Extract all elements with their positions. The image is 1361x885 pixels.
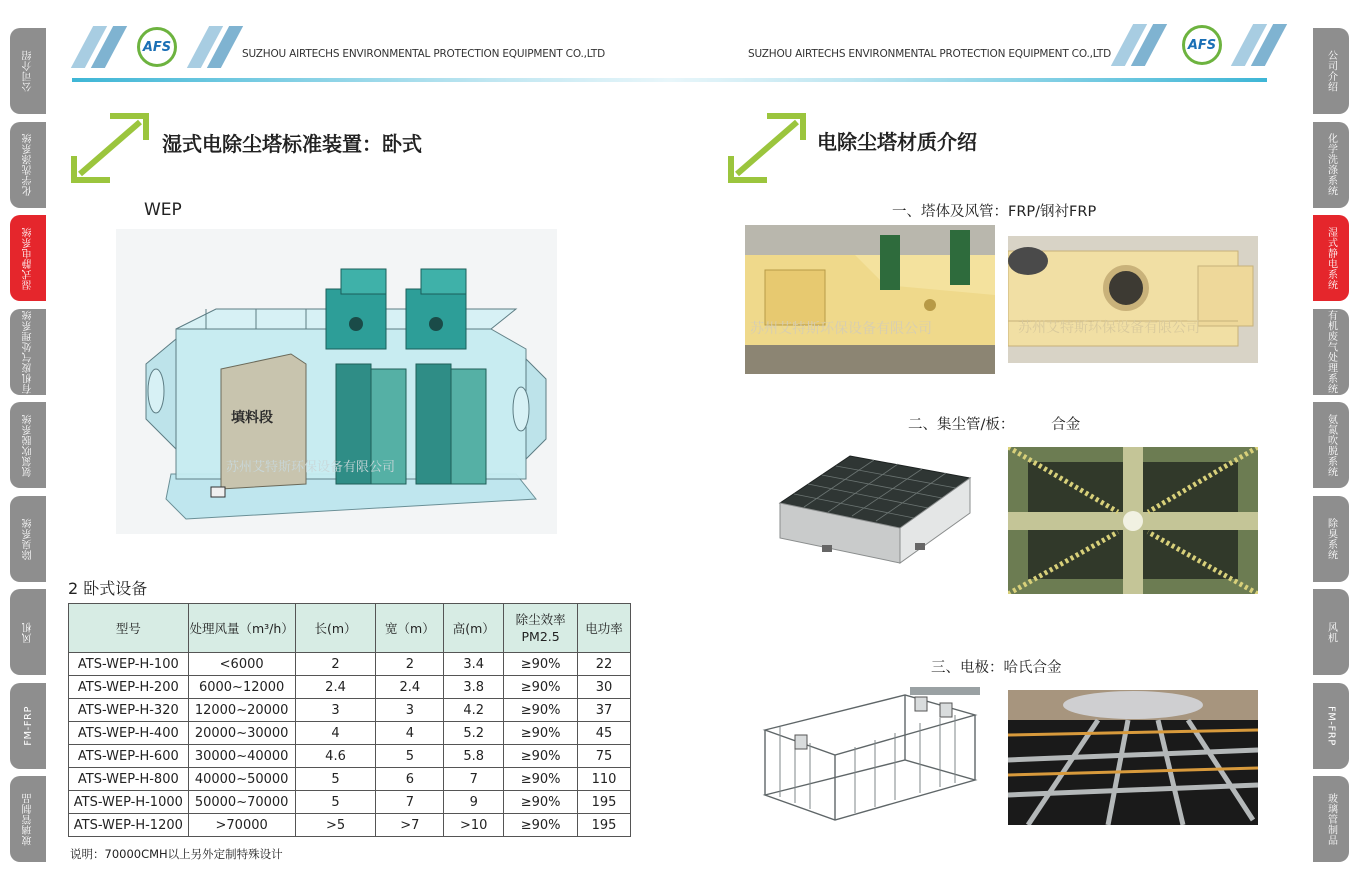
table-cell: 50000~70000 [188, 791, 295, 814]
table-cell: ATS-WEP-H-800 [69, 768, 189, 791]
table-row [69, 768, 631, 791]
table-cell: 3.8 [444, 676, 504, 699]
table-cell: 3 [376, 699, 444, 722]
packing-section-label: 填料段 [231, 410, 273, 426]
right-side-tabs [1313, 28, 1349, 878]
specification-table [68, 603, 631, 837]
tab-label: FM-FRP [1325, 705, 1337, 746]
left-tab[interactable] [10, 683, 46, 769]
table-cell: ≥90% [504, 745, 578, 768]
company-name-left: SUZHOU AIRTECHS ENVIRONMENTAL PROTECTION EQUIPMENT CO.,LTD [242, 48, 606, 60]
tab-label: 风机 [22, 621, 34, 643]
right-tab[interactable] [1313, 402, 1349, 488]
table-cell: ≥90% [504, 722, 578, 745]
table-cell: 195 [578, 791, 631, 814]
photo-watermark: 苏州艾特斯环保设备有限公司 [1018, 320, 1200, 336]
frp-duct-photo [1008, 236, 1258, 363]
table-cell: 75 [578, 745, 631, 768]
table-cell: <6000 [188, 653, 295, 676]
table-cell: 5 [295, 768, 376, 791]
table-cell: 12000~20000 [188, 699, 295, 722]
right-tab[interactable] [1313, 309, 1349, 395]
table-cell: 40000~50000 [188, 768, 295, 791]
table-row [69, 653, 631, 676]
table-cell: ATS-WEP-H-1200 [69, 814, 189, 837]
left-page-title: 湿式电除尘塔标准装置：卧式 [162, 132, 422, 156]
tab-label: 化学洗涤系统 [22, 133, 34, 196]
table-header-cell: 型号 [69, 604, 189, 653]
table-cell: 7 [444, 768, 504, 791]
tab-label: 除臭系统 [1325, 517, 1337, 560]
tab-label: 氨氮吹脱系统 [22, 413, 34, 477]
table-header-cell: 电功率 [578, 604, 631, 653]
table-cell: ATS-WEP-H-100 [69, 653, 189, 676]
table-cell: ≥90% [504, 791, 578, 814]
left-side-tabs [10, 28, 46, 878]
table-cell: 30000~40000 [188, 745, 295, 768]
right-tab[interactable] [1313, 683, 1349, 769]
table-cell: 110 [578, 768, 631, 791]
table-cell: 3.4 [444, 653, 504, 676]
table-cell: 9 [444, 791, 504, 814]
table-cell: 4.2 [444, 699, 504, 722]
tab-label: 除臭系统 [22, 517, 34, 560]
table-header-cell: 长(m） [295, 604, 376, 653]
diagram-watermark: 苏州艾特斯环保设备有限公司 [226, 460, 396, 475]
left-tab[interactable] [10, 215, 46, 301]
tab-label: 公司介绍 [22, 50, 34, 92]
right-tab[interactable] [1313, 122, 1349, 208]
table-row [69, 745, 631, 768]
table-row [69, 722, 631, 745]
tab-label: FM-FRP [22, 705, 34, 746]
header-rule [72, 78, 1267, 82]
table-header-row [69, 604, 631, 653]
table-cell: ≥90% [504, 699, 578, 722]
electrode-installed-photo [1008, 690, 1258, 825]
table-cell: 5 [295, 791, 376, 814]
table-header-cell: 处理风量（m³/h） [188, 604, 295, 653]
logo-text: AFS [1187, 37, 1217, 53]
left-tab[interactable] [10, 589, 46, 675]
table-cell: 22 [578, 653, 631, 676]
table-cell: ATS-WEP-H-600 [69, 745, 189, 768]
electrode-frame-illustration [755, 685, 985, 830]
table-cell: 20000~30000 [188, 722, 295, 745]
collector-tube-photo [1008, 447, 1258, 594]
material-item-1: 一、塔体及风管：FRP/钢衬FRP [892, 204, 1097, 220]
table-cell: 195 [578, 814, 631, 837]
table-cell: ATS-WEP-H-200 [69, 676, 189, 699]
tab-label: 氨氮吹脱系统 [1325, 413, 1337, 477]
table-cell: >5 [295, 814, 376, 837]
left-tab[interactable] [10, 402, 46, 488]
table-cell: ATS-WEP-H-320 [69, 699, 189, 722]
material-item-2: 二、集尘管/板： 合金 [908, 417, 1081, 433]
table-cell: 30 [578, 676, 631, 699]
table-title: 2 卧式设备 [68, 579, 148, 598]
photo-watermark: 苏州艾特斯环保设备有限公司 [750, 321, 932, 337]
right-tab[interactable] [1313, 589, 1349, 675]
table-cell: 37 [578, 699, 631, 722]
table-cell: 5.8 [444, 745, 504, 768]
tab-label: 湿式静电系统 [1325, 226, 1337, 290]
tab-label: 玻璃管制品 [22, 792, 34, 846]
left-tab[interactable] [10, 28, 46, 114]
table-cell: 2 [376, 653, 444, 676]
right-tab[interactable] [1313, 496, 1349, 582]
table-cell: 4 [295, 722, 376, 745]
table-cell: 6000~12000 [188, 676, 295, 699]
table-cell: 2.4 [295, 676, 376, 699]
material-item-3: 三、电极：哈氏合金 [931, 660, 1062, 676]
table-cell: 2.4 [376, 676, 444, 699]
double-arrow-icon [727, 112, 807, 184]
tab-label: 玻璃管制品 [1325, 792, 1337, 846]
table-cell: ≥90% [504, 814, 578, 837]
tab-label: 化学洗涤系统 [1325, 133, 1337, 196]
table-cell: >10 [444, 814, 504, 837]
tab-label: 有机废气处理系统 [22, 309, 34, 394]
double-arrow-icon [70, 112, 150, 184]
left-tab[interactable] [10, 776, 46, 862]
company-logo [1182, 25, 1222, 65]
table-cell: ATS-WEP-H-400 [69, 722, 189, 745]
logo-text: AFS [142, 39, 172, 55]
right-tab[interactable] [1313, 28, 1349, 114]
tab-label: 风机 [1325, 621, 1337, 643]
table-cell: 2 [295, 653, 376, 676]
table-header-cell: 宽（m） [376, 604, 444, 653]
table-row [69, 791, 631, 814]
table-cell: >70000 [188, 814, 295, 837]
left-tab[interactable] [10, 309, 46, 395]
table-header-cell: 除尘效率PM2.5 [504, 604, 578, 653]
table-cell: 5 [376, 745, 444, 768]
table-cell: ≥90% [504, 768, 578, 791]
table-cell: 5.2 [444, 722, 504, 745]
left-tab[interactable] [10, 496, 46, 582]
right-page-title: 电除尘塔材质介绍 [817, 130, 977, 154]
company-name-right: SUZHOU AIRTECHS ENVIRONMENTAL PROTECTION EQUIPMENT CO.,LTD [748, 48, 1112, 60]
table-cell: 3 [295, 699, 376, 722]
table-cell: ATS-WEP-H-1000 [69, 791, 189, 814]
table-header-cell: 高(m） [444, 604, 504, 653]
table-cell: 7 [376, 791, 444, 814]
right-tab[interactable] [1313, 215, 1349, 301]
left-tab[interactable] [10, 122, 46, 208]
right-tab[interactable] [1313, 776, 1349, 862]
wep-horizontal-diagram [116, 229, 557, 534]
table-cell: >7 [376, 814, 444, 837]
table-row [69, 699, 631, 722]
collector-grid-illustration [770, 448, 980, 568]
table-row [69, 814, 631, 837]
table-cell: 4.6 [295, 745, 376, 768]
table-cell: ≥90% [504, 676, 578, 699]
tab-label: 公司介绍 [1325, 50, 1337, 92]
tab-label: 有机废气处理系统 [1325, 309, 1337, 394]
model-label: WEP [144, 200, 182, 220]
tab-label: 湿式静电系统 [22, 226, 34, 290]
table-cell: 6 [376, 768, 444, 791]
company-logo [137, 27, 177, 67]
table-row [69, 676, 631, 699]
table-note: 说明：70000CMH以上另外定制特殊设计 [70, 847, 283, 861]
table-cell: ≥90% [504, 653, 578, 676]
frp-tower-photo [745, 225, 995, 374]
table-cell: 45 [578, 722, 631, 745]
table-cell: 4 [376, 722, 444, 745]
